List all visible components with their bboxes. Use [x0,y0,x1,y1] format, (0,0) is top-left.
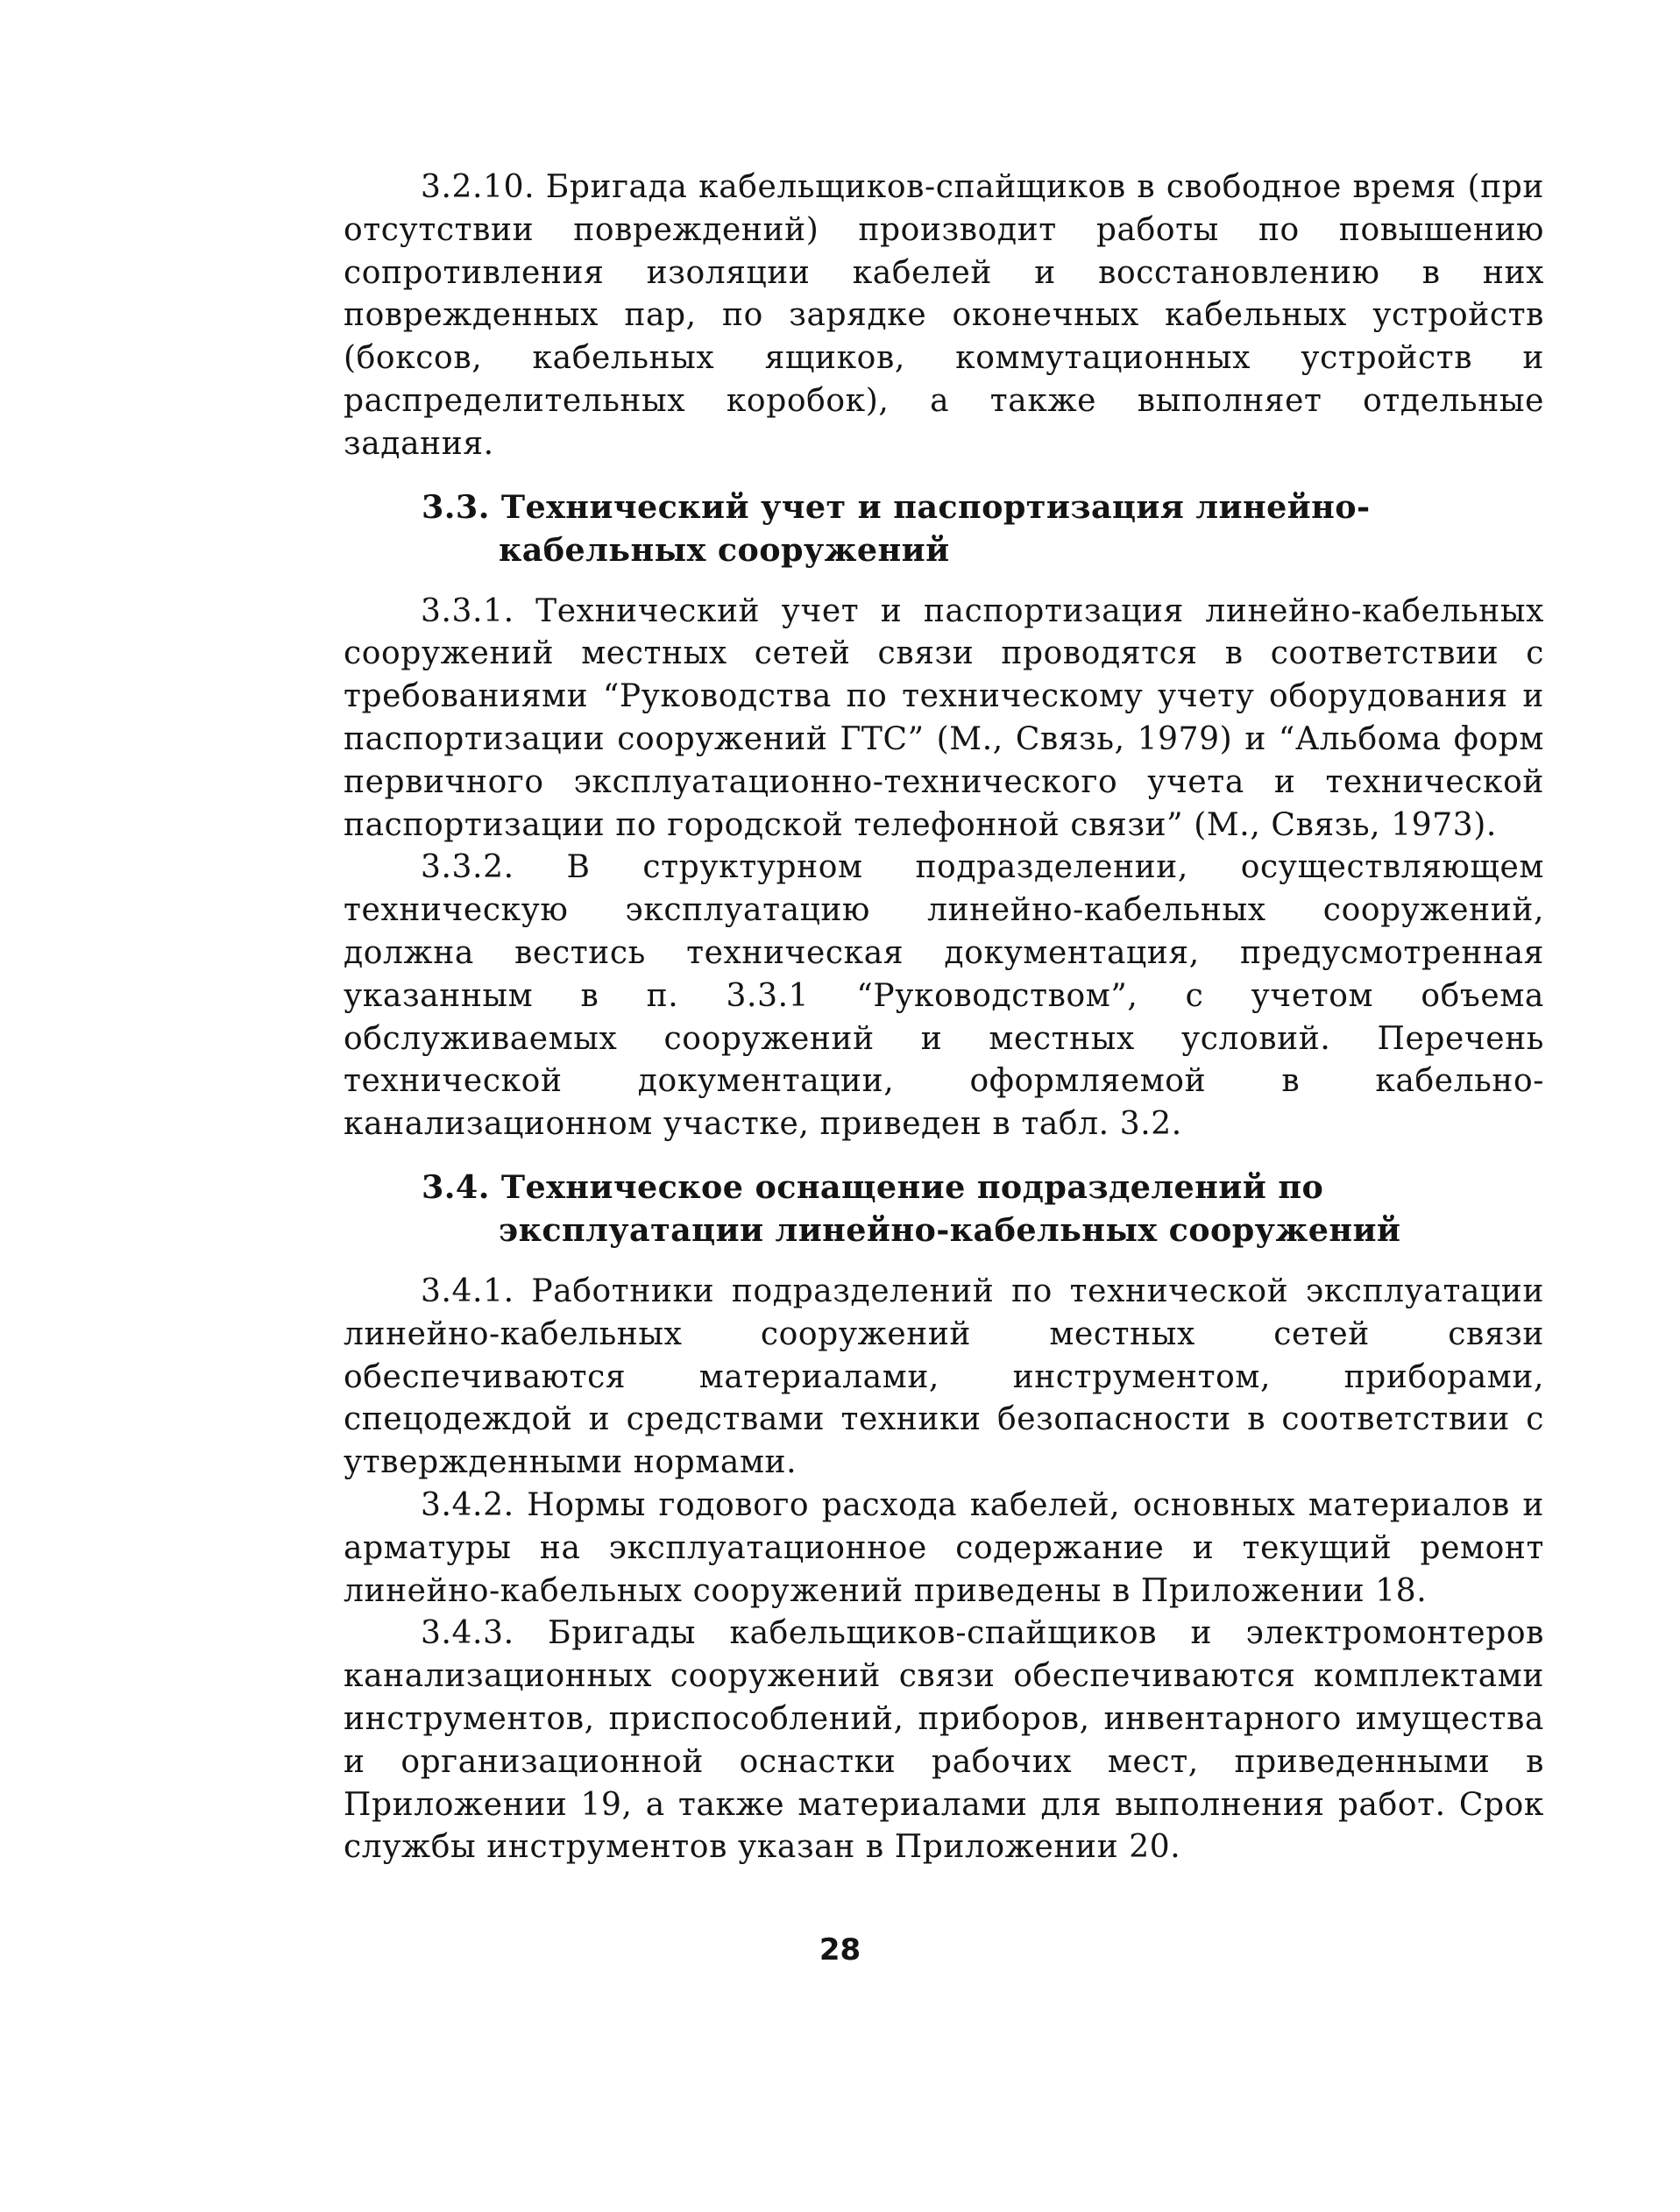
page-number: 28 [819,1932,861,1967]
paragraph-3-4-1: 3.4.1. Работники подразделений по технической эксплуатации линейно-кабельных сооружений местных сетей связи обеспечиваются материалами, инструментом, приборами, спецодеждой и средствами техники безопасности в соответствии с утвержденными нормами. [344,1273,1544,1481]
document-page [344,167,1544,1869]
paragraph-3-4-3: 3.4.3. Бригады кабельщиков-спайщиков и электромонтеров канализационных сооружений связи обеспечиваются комплектами инструментов, приспособлений, приборов, инвентарного имущества и организационной оснастки рабочих мест, приведенными в Приложении 19, а также материалами для выполнения работ. Срок службы инструментов указан в Приложении 20. [344,1615,1544,1866]
paragraph-3-3-2: 3.3.2. В структурном подразделении, осуществляющем техническую эксплуатацию линейно-кабельных сооружений, должна вестись техническая документация, предусмотренная указанным в п. 3.3.1 “Руководством”, с учетом объема обслуживаемых сооружений и местных условий. Перечень технической документации, оформляемой в кабельно-канализационном участке, приведен в табл. 3.2. [344,849,1544,1143]
paragraph-3-3-1: 3.3.1. Технический учет и паспортизация линейно-кабельных сооружений местных сетей связи проводятся в соответствии с требованиями “Руководства по техническому учету оборудования и паспортизации сооружений ГТС” (М., Связь, 1979) и “Альбома форм первичного эксплуатационно-технического учета и технической паспортизации по городской телефонной связи” (М., Связь, 1973). [344,592,1544,843]
paragraph-3-4-2: 3.4.2. Нормы годового расхода кабелей, основных материалов и арматуры на эксплуатационное содержание и текущий ремонт линейно-кабельных сооружений приведены в Приложении 18. [344,1486,1544,1609]
section-heading-3-4: 3.4. Техническое оснащение подразделений по эксплуатации линейно-кабельных сооружений [422,1167,1401,1249]
section-heading-3-3: 3.3. Технический учет и паспортизация линейно-кабельных сооружений [422,487,1371,569]
paragraph-3-2-10: 3.2.10. Бригада кабельщиков-спайщиков в свободное время (при отсутствии повреждений) производит работы по повышению сопротивления изоляции кабелей и восстановлению в них поврежденных пар, по зарядке оконечных кабельных устройств (боксов, кабельных ящиков, коммутационных устройств и распределительных коробок), а также выполняет отдельные задания. [344,169,1544,462]
